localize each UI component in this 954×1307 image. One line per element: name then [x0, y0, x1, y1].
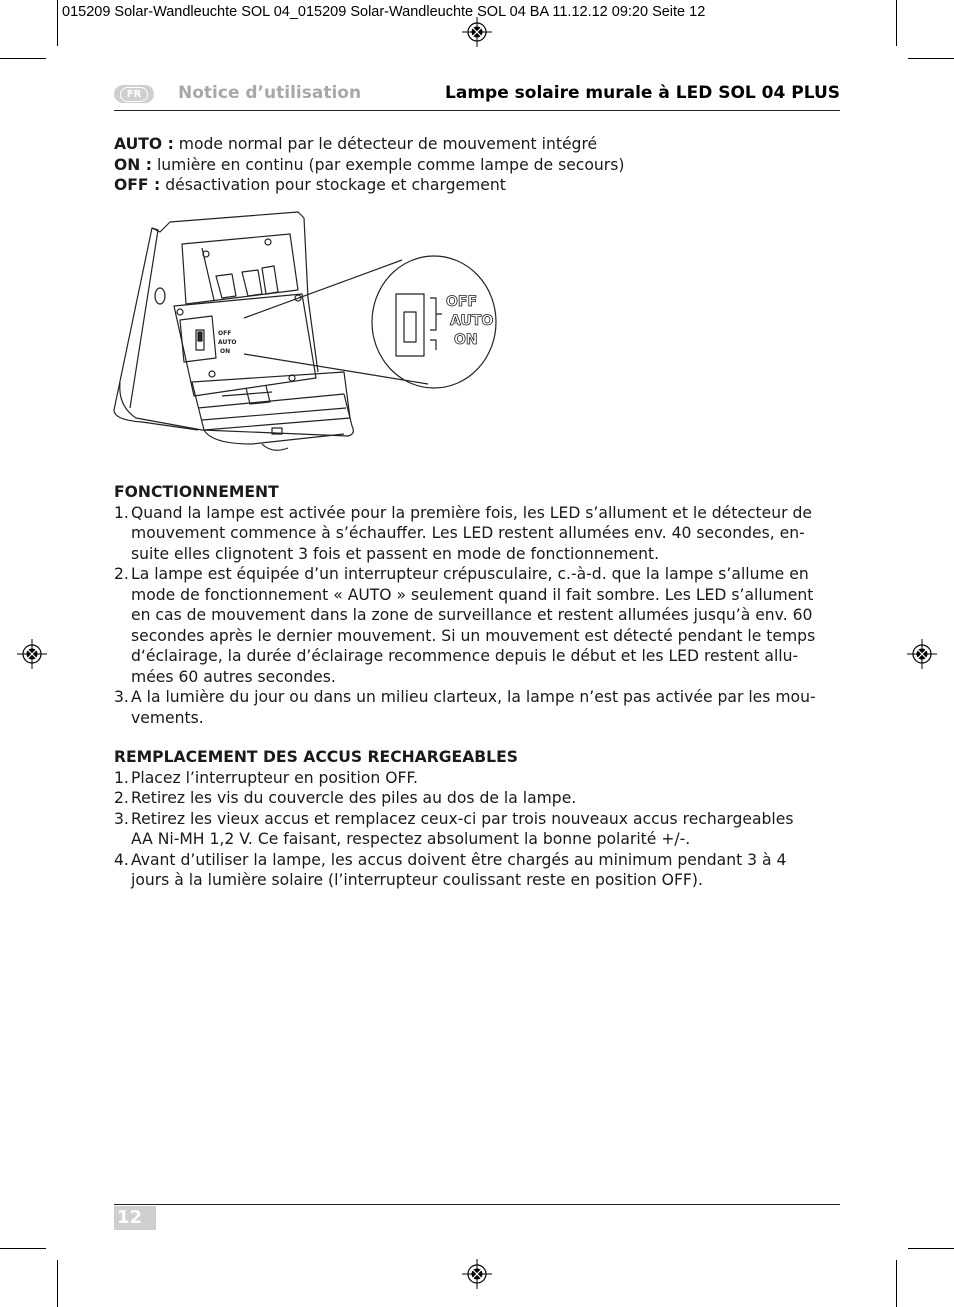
list-item: 4. Avant d’utiliser la lampe, les accus doivent être chargés au minimum pendant 3 à 4 jours à la lumière solaire (l’interrupteur coulissant reste en position OFF). — [114, 850, 787, 889]
heading-remplacement: REMPLACEMENT DES ACCUS RECHARGEABLES — [114, 748, 518, 766]
page-number: 12 — [114, 1206, 156, 1230]
crop-mark — [0, 58, 46, 59]
document-title: Lampe solaire murale à LED SOL 04 PLUS — [445, 83, 840, 103]
section-title: Notice d’utilisation — [178, 83, 362, 103]
print-slug: 015209 Solar-Wandleuchte SOL 04_015209 Solar-Wandleuchte SOL 04 BA 11.12.12 09:20 Seite 12 — [62, 4, 706, 20]
crop-mark — [908, 1248, 954, 1249]
registration-mark-icon — [462, 1259, 492, 1289]
list-item: 3. A la lumière du jour ou dans un milieu clarteux, la lampe n’est pas activée par les mou- vements. — [114, 688, 816, 727]
list-item: 2. Retirez les vis du couvercle des piles au dos de la lampe. — [114, 789, 577, 807]
switch-label-on: ON — [454, 332, 478, 348]
crop-mark — [57, 0, 58, 46]
mode-list — [114, 134, 844, 196]
small-switch-label-on: ON — [220, 348, 231, 355]
list-item: 3. Retirez les vieux accus et remplacez ceux-ci par trois nouveaux accus rechargeables AA Ni-MH 1,2 V. Ce faisant, respectez absolument la bonne polarité +/-. — [114, 809, 794, 848]
list-item: 2. La lampe est équipée d’un interrupteur crépusculaire, c.-à-d. que la lampe s’allume en mode de fonctionnement « AUTO » seulement quand il fait sombre. Les LED s’allument en cas de mouvement dans la zone de surveillance et restent allumées jusqu’à env. 60 secondes après le dernier mouvement. Si un mouvement est détecté pendant le temps d‘éclairage, la durée d’éclairage recommence depuis le début et les LED restent allu- mées 60 autres secondes. — [114, 565, 816, 686]
mode-auto: AUTO : mode normal par le détecteur de mouvement intégré — [114, 135, 598, 153]
mode-on: ON : lumière en continu (par exemple comme lampe de secours) — [114, 155, 625, 174]
registration-mark-icon — [462, 17, 492, 47]
registration-mark-icon — [907, 639, 937, 669]
crop-mark — [57, 1260, 58, 1307]
list-item: 1. Quand la lampe est activée pour la première fois, les LED s’allument et le détecteur de mouvement commence à s’échauffer. Les LED restent allumées env. 40 secondes, en- suite elles clignotent 3 fois et passent en mode de fonctionnement. — [114, 503, 813, 563]
crop-mark — [908, 58, 954, 59]
section-fonctionnement — [114, 482, 844, 728]
section-remplacement — [114, 747, 844, 891]
list-item: 1. Placez l’interrupteur en position OFF. — [114, 768, 418, 787]
page-header — [114, 80, 840, 111]
small-switch-label-off: OFF — [218, 330, 232, 337]
heading-fonctionnement: FONCTIONNEMENT — [114, 483, 279, 501]
language-badge: FR — [114, 85, 154, 103]
registration-mark-icon — [17, 639, 47, 669]
mode-off: OFF : désactivation pour stockage et chargement — [114, 176, 506, 194]
crop-mark — [896, 0, 897, 46]
crop-mark — [896, 1260, 897, 1307]
lamp-switch-illustration — [112, 208, 502, 458]
lamp-diagram — [112, 208, 502, 458]
footer-rule — [114, 1204, 840, 1205]
crop-mark — [0, 1248, 46, 1249]
switch-label-off: OFF — [446, 294, 478, 310]
switch-label-auto: AUTO — [450, 313, 494, 329]
small-switch-label-auto: AUTO — [218, 339, 237, 346]
